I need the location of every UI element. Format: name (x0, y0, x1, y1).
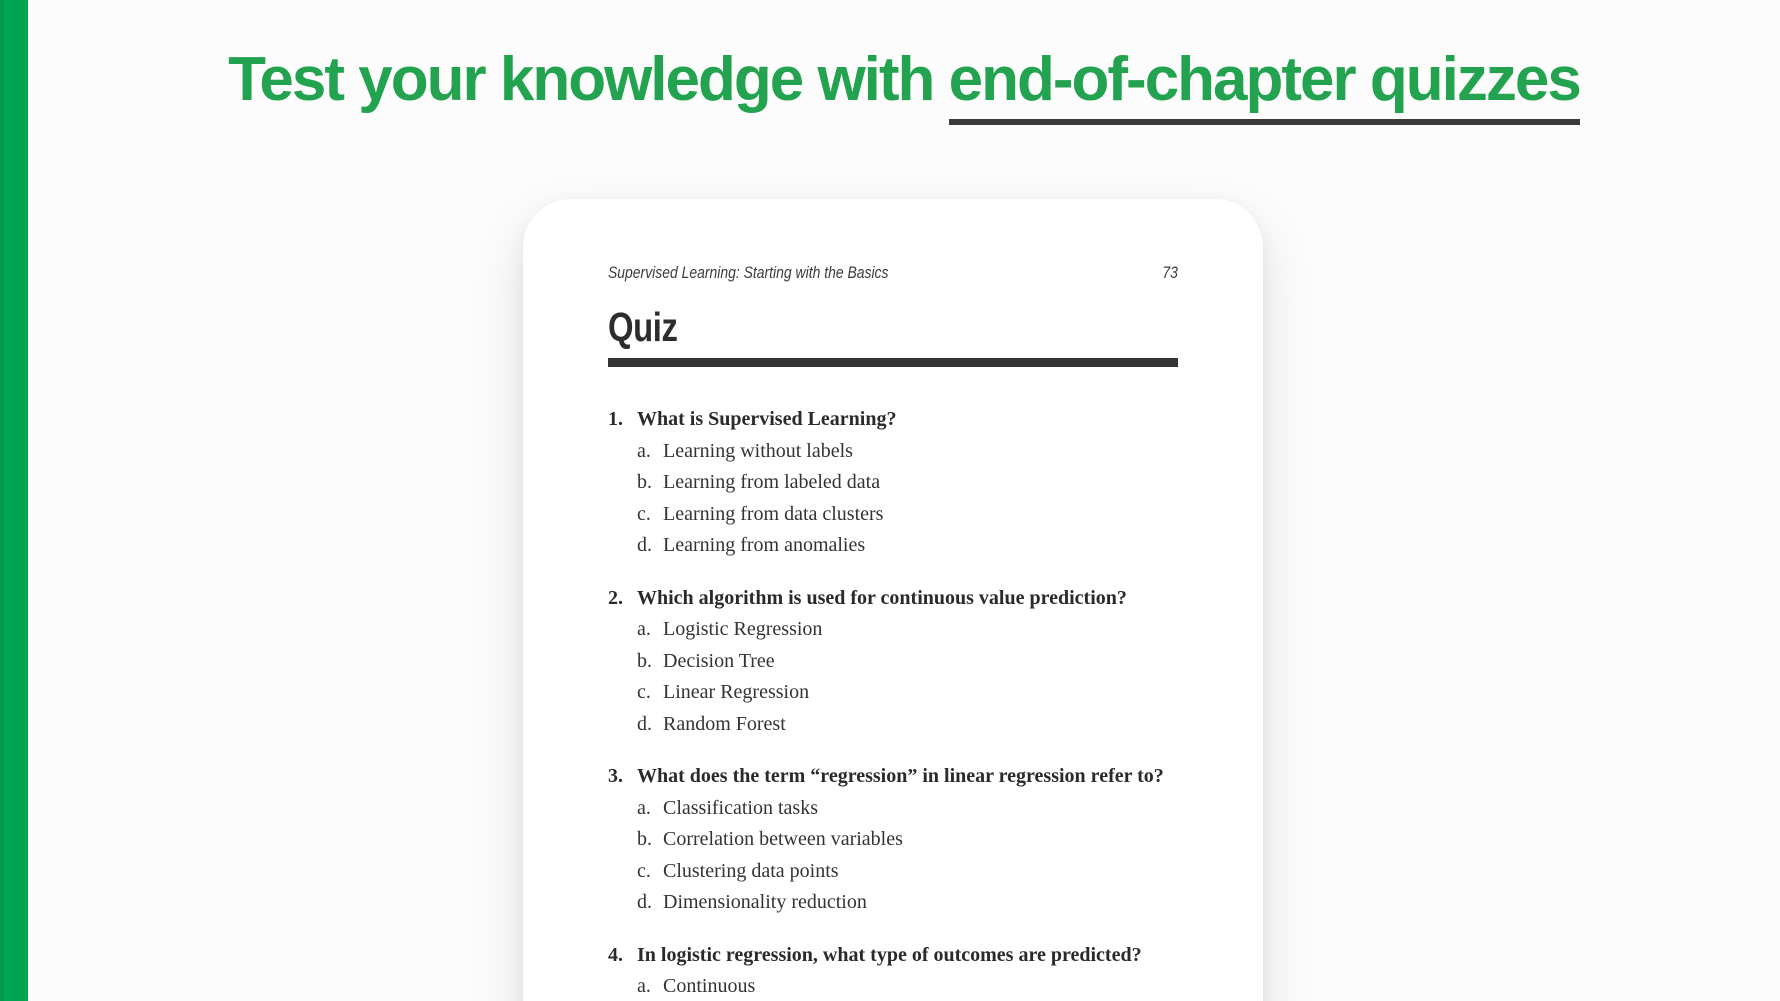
answer-option (608, 793, 1178, 825)
title-text: Test your knowledge with (228, 45, 949, 114)
question-list (608, 404, 1178, 1001)
option-letter: a. (637, 618, 651, 640)
answer-option (608, 971, 1178, 1001)
answer-option (608, 677, 1178, 709)
option-letter: a. (637, 796, 651, 819)
option-letter: b. (637, 471, 652, 493)
question-item (608, 761, 1178, 919)
option-letter: b. (637, 828, 652, 850)
question-number: 4. (608, 943, 623, 966)
question-heading (608, 404, 1178, 436)
answer-option (608, 824, 1178, 856)
question-item (608, 583, 1178, 741)
option-text: Continuous (663, 975, 756, 997)
question-heading (608, 940, 1178, 972)
option-letter: c. (637, 502, 651, 525)
option-letter: b. (637, 649, 652, 672)
answer-option (608, 499, 1178, 531)
option-text: Learning without labels (663, 439, 853, 462)
answer-option (608, 614, 1178, 646)
running-header-title: Supervised Learning: Starting with the Basics (608, 263, 889, 282)
question-text: What is Supervised Learning? (637, 408, 897, 430)
option-letter: a. (637, 439, 651, 462)
question-text: What does the term “regression” in linear regression refer to? (637, 765, 1164, 787)
option-letter: d. (637, 712, 652, 735)
question-heading (608, 761, 1178, 793)
question-heading (608, 583, 1178, 615)
option-letter: d. (637, 534, 652, 556)
question-number: 2. (608, 586, 623, 609)
answer-option (608, 709, 1178, 741)
question-number: 1. (608, 408, 623, 430)
option-letter: c. (637, 681, 651, 703)
answer-option (608, 436, 1178, 468)
option-text: Dimensionality reduction (663, 891, 867, 913)
answer-option (608, 856, 1178, 888)
page-number: 73 (1162, 263, 1178, 282)
option-text: Learning from data clusters (663, 502, 884, 525)
question-item (608, 404, 1178, 562)
title-underlined-text: end-of-chapter quizzes (949, 45, 1580, 125)
answer-option (608, 646, 1178, 678)
option-text: Random Forest (663, 712, 786, 735)
option-text: Learning from labeled data (663, 471, 881, 493)
accent-bar (0, 0, 28, 1001)
option-letter: c. (637, 859, 651, 882)
answer-option (608, 530, 1178, 562)
question-text: In logistic regression, what type of outcomes are predicted? (637, 943, 1142, 966)
option-letter: a. (637, 975, 651, 997)
answer-option (608, 887, 1178, 919)
option-text: Learning from anomalies (663, 534, 866, 556)
running-header (608, 263, 1178, 283)
question-text: Which algorithm is used for continuous value prediction? (637, 586, 1127, 609)
option-letter: d. (637, 891, 652, 913)
book-page-card (523, 199, 1263, 1001)
option-text: Correlation between variables (663, 828, 903, 850)
question-number: 3. (608, 765, 623, 787)
option-text: Clustering data points (663, 859, 839, 882)
section-title: Quiz (608, 304, 678, 350)
question-item (608, 940, 1178, 1001)
section-divider (608, 358, 1178, 367)
option-text: Classification tasks (663, 796, 818, 819)
page-title (28, 44, 1780, 115)
option-text: Linear Regression (663, 681, 810, 703)
option-text: Logistic Regression (663, 618, 823, 640)
option-text: Decision Tree (663, 649, 775, 672)
answer-option (608, 467, 1178, 499)
